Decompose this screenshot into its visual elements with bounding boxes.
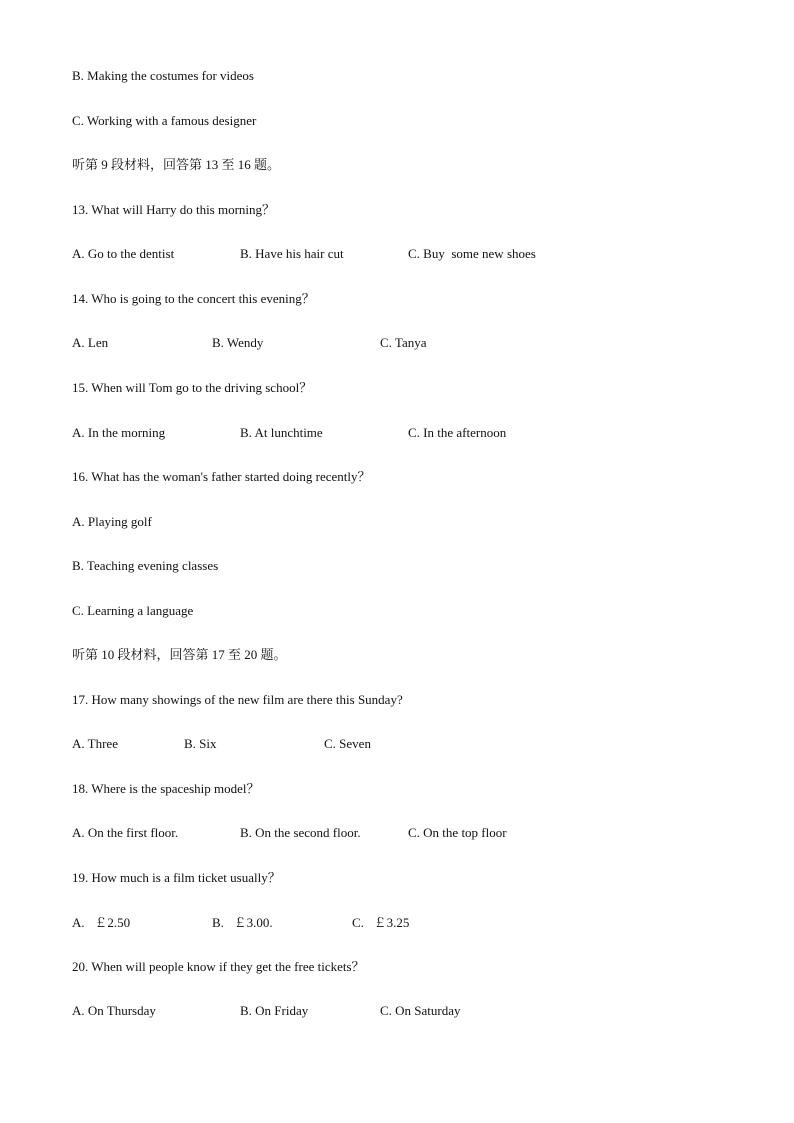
question-18: 18. Where is the spaceship model？ — [72, 781, 260, 796]
question-15-option-b: B. At lunchtime — [240, 425, 323, 440]
question-14-option-b: B. Wendy — [212, 335, 264, 350]
question-17-option-c: C. Seven — [324, 736, 371, 751]
question-14-option-a: A. Len — [72, 335, 109, 350]
question-20: 20. When will people know if they get the free tickets？ — [72, 959, 365, 974]
question-19: 19. How much is a film ticket usually？ — [72, 870, 281, 885]
question-18-option-c: C. On the top floor — [408, 825, 507, 840]
question-19-option-a: A. ￡2.50 — [72, 915, 131, 930]
question-20-option-a: A. On Thursday — [72, 1003, 156, 1018]
question-14: 14. Who is going to the concert this evening？ — [72, 291, 315, 306]
question-19-option-b: B. ￡3.00. — [212, 915, 273, 930]
question-13-option-b: B. Have his hair cut — [240, 246, 344, 261]
question-13-option-c: C. Buy some new shoes — [408, 246, 536, 261]
question-16-option-a: A. Playing golf — [72, 514, 152, 529]
question-20-option-b: B. On Friday — [240, 1003, 309, 1018]
question-19-option-c: C. ￡3.25 — [352, 915, 410, 930]
question-16-option-c: C. Learning a language — [72, 603, 194, 618]
question-15-option-c: C. In the afternoon — [408, 425, 507, 440]
question-17-option-a: A. Three — [72, 736, 118, 751]
section-9-instruction: 听第 9 段材料，回答第 13 至 16 题。 — [72, 157, 281, 172]
question-16: 16. What has the woman's father started doing recently？ — [72, 469, 371, 484]
question-14-option-c: C. Tanya — [380, 335, 427, 350]
question-17-option-b: B. Six — [184, 736, 217, 751]
question-15-option-a: A. In the morning — [72, 425, 166, 440]
question-17: 17. How many showings of the new film are there this Sunday? — [72, 692, 403, 707]
question-13-option-a: A. Go to the dentist — [72, 246, 175, 261]
question-18-option-a: A. On the first floor. — [72, 825, 179, 840]
section-10-instruction: 听第 10 段材料，回答第 17 至 20 题。 — [72, 647, 287, 662]
question-20-option-c: C. On Saturday — [380, 1003, 461, 1018]
question-18-option-b: B. On the second floor. — [240, 825, 361, 840]
question-15: 15. When will Tom go to the driving school？ — [72, 380, 313, 395]
option-c-text: C. Working with a famous designer — [72, 113, 257, 128]
question-16-option-b: B. Teaching evening classes — [72, 558, 219, 573]
question-13: 13. What will Harry do this morning？ — [72, 202, 276, 217]
option-b-text: B. Making the costumes for videos — [72, 68, 254, 83]
